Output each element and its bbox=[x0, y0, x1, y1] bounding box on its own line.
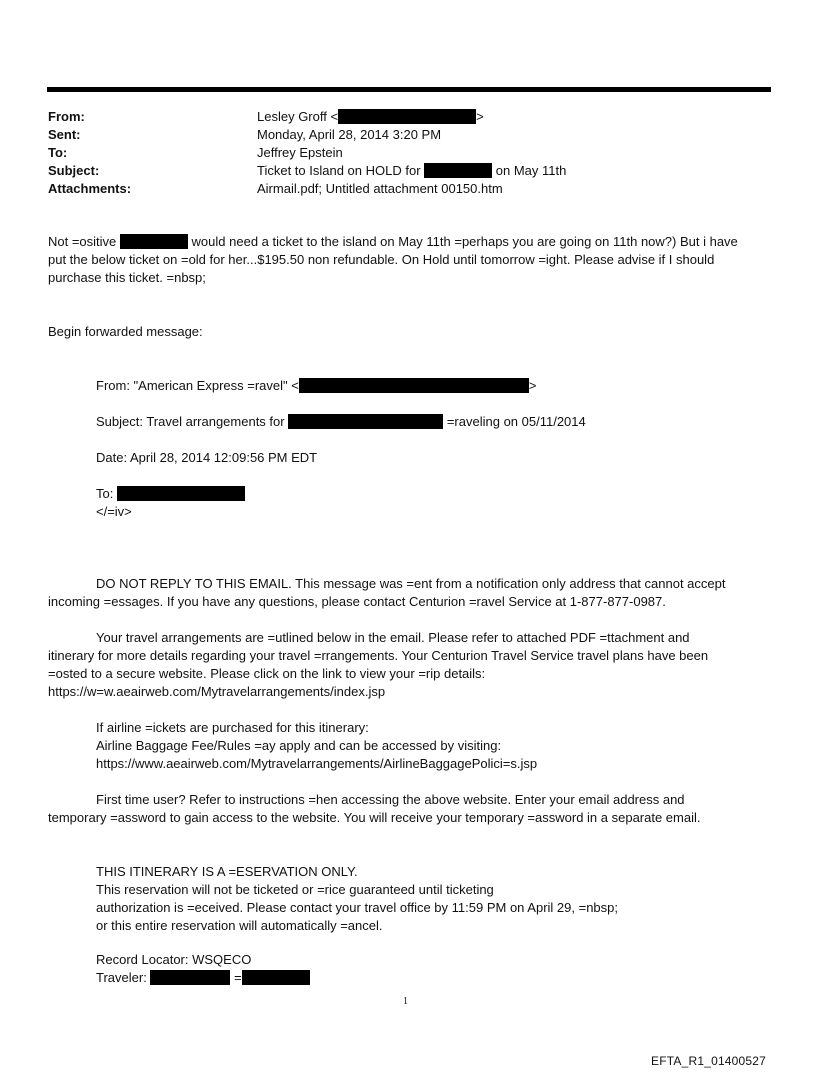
attachments-label: Attachments: bbox=[48, 181, 132, 196]
traveler-line bbox=[96, 969, 310, 987]
body-line: purchase this ticket. =nbsp; bbox=[48, 270, 206, 285]
subject-value bbox=[257, 162, 566, 180]
redaction-box bbox=[117, 486, 245, 501]
traveler-sep: = bbox=[234, 970, 242, 985]
message-line: itinerary for more details regarding your travel =rrangements. Your Centurion Travel Service travel plans have been bbox=[48, 648, 709, 663]
sent-value: Monday, April 28, 2014 3:20 PM bbox=[257, 127, 442, 142]
fwd-subject bbox=[96, 413, 586, 431]
message-line: =osted to a secure website. Please click on the link to view your =rip details: bbox=[48, 666, 486, 681]
baggage-link[interactable]: https://www.aeairweb.com/Mytravelarrangements/AirlineBaggagePolici=s.jsp bbox=[96, 756, 538, 771]
redaction-box bbox=[299, 378, 529, 393]
subject-label: Subject: bbox=[48, 163, 100, 178]
from-label: From: bbox=[48, 109, 85, 124]
message-line: DO NOT REPLY TO THIS EMAIL. This message was =ent from a notification only address that cannot accept bbox=[96, 576, 726, 591]
fwd-to bbox=[96, 485, 245, 503]
fwd-from-close: > bbox=[528, 378, 537, 393]
document-id: EFTA_R1_01400527 bbox=[651, 1054, 767, 1068]
message-line: Airline Baggage Fee/Rules =ay apply and can be accessed by visiting: bbox=[96, 738, 502, 753]
message-line: authorization is =eceived. Please contact your travel office by 11:59 PM on April 29, =nbsp; bbox=[96, 900, 618, 915]
from-value bbox=[257, 108, 484, 126]
fwd-from bbox=[96, 377, 536, 395]
message-line: Your travel arrangements are =utlined below in the email. Please refer to attached PDF =ttachment and bbox=[96, 630, 690, 645]
attachments-value[interactable]: Airmail.pdf; Untitled attachment 00150.htm bbox=[257, 181, 503, 196]
to-label: To: bbox=[48, 145, 68, 160]
header-rule bbox=[47, 87, 771, 92]
subject-pre: Ticket to Island on HOLD for bbox=[257, 163, 421, 178]
message-line: This reservation will not be ticketed or =rice guaranteed until ticketing bbox=[96, 882, 494, 897]
to-value: Jeffrey Epstein bbox=[257, 145, 343, 160]
fwd-subject-text: Subject: Travel arrangements for bbox=[96, 414, 285, 429]
record-locator: Record Locator: WSQECO bbox=[96, 952, 252, 967]
message-line: If airline =ickets are purchased for this itinerary: bbox=[96, 720, 369, 735]
body-text: would need a ticket to the island on May 11th =perhaps you are going on 11th now?) But i have bbox=[191, 234, 738, 249]
message-line: First time user? Refer to instructions =hen accessing the above website. Enter your email address and bbox=[96, 792, 685, 807]
traveler-label: Traveler: bbox=[96, 970, 147, 985]
redaction-box bbox=[424, 163, 492, 178]
forwarded-heading: Begin forwarded message: bbox=[48, 324, 203, 339]
body-line bbox=[48, 233, 738, 251]
redaction-box bbox=[150, 970, 230, 985]
redaction-box bbox=[288, 414, 443, 429]
body-line: put the below ticket on =old for her...$195.50 non refundable. On Hold until tomorrow =ight. Please advise if I should bbox=[48, 252, 715, 267]
redaction-box bbox=[338, 109, 476, 124]
itinerary-link[interactable]: https://w=w.aeairweb.com/Mytravelarrangements/index.jsp bbox=[48, 684, 386, 699]
fwd-to-label: To: bbox=[96, 486, 114, 501]
fwd-div-close: </=iv> bbox=[96, 504, 132, 519]
body-text: Not =ositive bbox=[48, 234, 117, 249]
fwd-date: Date: April 28, 2014 12:09:56 PM EDT bbox=[96, 450, 318, 465]
fwd-from-text: From: "American Express =ravel" < bbox=[96, 378, 299, 393]
message-line: or this entire reservation will automatically =ancel. bbox=[96, 918, 383, 933]
fwd-subject-post: =raveling on 05/11/2014 bbox=[446, 414, 586, 429]
page-number: 1 bbox=[403, 996, 408, 1007]
sent-label: Sent: bbox=[48, 127, 81, 142]
subject-post: on May 11th bbox=[495, 163, 567, 178]
message-line: temporary =assword to gain access to the website. You will receive your temporary =assword in a separate email. bbox=[48, 810, 701, 825]
message-line: incoming =essages. If you have any questions, please contact Centurion =ravel Service at 1-877-877-0987. bbox=[48, 594, 666, 609]
message-line: THIS ITINERARY IS A =ESERVATION ONLY. bbox=[96, 864, 358, 879]
redaction-box bbox=[120, 234, 188, 249]
from-name: Lesley Groff < bbox=[257, 109, 339, 124]
from-close: > bbox=[476, 109, 484, 124]
redaction-box bbox=[242, 970, 310, 985]
